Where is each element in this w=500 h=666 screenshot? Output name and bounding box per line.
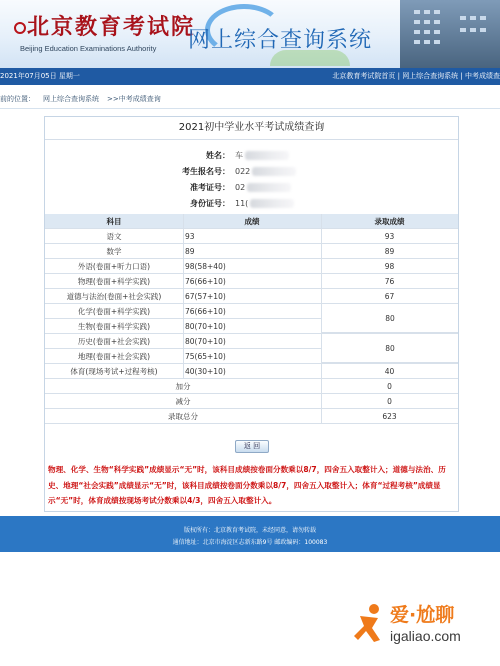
divider: [45, 139, 458, 140]
score-result-panel: [44, 116, 459, 512]
admit-score-cell: 89: [384, 247, 395, 256]
building-window: [414, 10, 420, 14]
grid-line: [183, 364, 184, 379]
info-value-text: 11(: [235, 199, 249, 208]
breadcrumb-item-score-query: >>中考成绩查询: [107, 95, 161, 103]
info-label: 准考证号：: [190, 183, 230, 192]
grid-line: [321, 379, 322, 394]
breadcrumb-item-query-system[interactable]: 网上综合查询系统: [43, 95, 99, 103]
info-row-id-number: [45, 196, 458, 212]
info-label: 姓名：: [206, 151, 230, 160]
redaction-blur: [250, 199, 294, 208]
summary-label: 录取总分: [168, 412, 198, 421]
org-name-en: Beijing Education Examinations Authority: [20, 44, 157, 53]
scoring-notice: 物理、化学、生物“科学实践”成绩显示“无”时，该科目成绩按卷面分数乘以8/7，四舍五入取整计入；道德与法治、历史、地理“社会实践”成绩显示“无”时，该科目成绩按卷面分数乘以8/7，四舍五入取整计入；体育“过程考核”成绩显示“无”时，体育成绩按现场考试分数乘以4/3，四舍五入取整计入。: [48, 465, 446, 505]
subject-cell: 道德与法治(卷面+社会实践): [66, 292, 162, 301]
watermark-url: igaliao.com: [390, 628, 461, 644]
footer-address: 通信地址：北京市海淀区志新东路9号 邮政编码：100083: [172, 539, 328, 546]
grid-line: [321, 229, 322, 244]
grid-line: [321, 394, 322, 409]
summary-row: [45, 379, 458, 394]
runner-body: [354, 616, 380, 642]
subject-cell: 语文: [106, 232, 122, 241]
site-footer: [0, 516, 500, 552]
building-window: [434, 30, 440, 34]
score-cell: 80(70+10): [185, 337, 226, 346]
score-cell: 98(58+40): [185, 262, 226, 271]
building-window: [414, 30, 420, 34]
nav-link-query-system[interactable]: 网上综合查询系统: [402, 72, 459, 80]
building-window: [414, 20, 420, 24]
column-header-score: 成绩: [244, 217, 260, 226]
grid-line: [321, 214, 322, 229]
table-row: [45, 274, 458, 289]
info-value: [235, 196, 294, 212]
grid-line: [321, 244, 322, 259]
subject-cell: 外语(卷面+听力口语): [77, 262, 151, 271]
building-window: [434, 10, 440, 14]
building-window: [460, 16, 466, 20]
summary-value: 0: [387, 382, 392, 391]
redaction-blur: [252, 167, 296, 176]
building-window: [460, 28, 466, 32]
nav-separator: |: [395, 72, 403, 80]
grid-line: [183, 289, 184, 304]
admit-score-cell: 40: [384, 367, 395, 376]
building-window: [470, 16, 476, 20]
grid-line: [183, 304, 184, 319]
table-row: [45, 259, 458, 274]
admit-score-cell: 93: [384, 232, 395, 241]
column-header-subject: 科目: [106, 217, 122, 226]
table-row: [45, 364, 458, 379]
subject-cell: 数学: [106, 247, 122, 256]
summary-label: 减分: [175, 397, 191, 406]
table-row: [45, 229, 458, 244]
score-cell: 93: [185, 232, 195, 241]
grid-line: [183, 244, 184, 259]
info-value: [235, 148, 289, 164]
subject-cell: 地理(卷面+社会实践): [77, 352, 151, 361]
info-value-text: 022: [235, 167, 251, 176]
building-window: [424, 20, 430, 24]
watermark-brand: 爱·尬聊: [390, 604, 455, 626]
grid-line: [321, 409, 322, 424]
building-window: [434, 20, 440, 24]
panel-title: 2021初中学业水平考试成绩查询: [178, 122, 325, 133]
org-name: 北京教育考试院: [27, 14, 196, 40]
building-window: [424, 30, 430, 34]
building-window: [480, 16, 486, 20]
admit-score-cell: 98: [384, 262, 395, 271]
grid-line: [183, 229, 184, 244]
site-title: 网上综合查询系统: [188, 28, 373, 53]
grid-line: [183, 274, 184, 289]
admit-score-cell: 76: [384, 277, 395, 286]
summary-value: 0: [387, 397, 392, 406]
return-button[interactable]: 返 回: [235, 440, 269, 453]
total-score-value: 623: [382, 412, 397, 421]
top-nav-bar: [0, 68, 500, 85]
subject-cell: 体育(现场考试+过程考核): [70, 367, 158, 376]
grid-line: [321, 259, 322, 274]
building-window: [434, 40, 440, 44]
merged-admit-score-cell: 80: [321, 304, 458, 333]
redaction-blur: [247, 183, 291, 192]
info-label: 身份证号：: [190, 199, 230, 208]
summary-row: [45, 409, 458, 424]
grid-line: [321, 289, 322, 304]
grid-line: [183, 259, 184, 274]
info-row-registration-number: [45, 164, 458, 180]
info-value-text: 车: [235, 151, 243, 160]
table-header-row: [45, 214, 458, 229]
footer-copyright: 版权所有：北京教育考试院，未经同意，请勿转载: [183, 527, 316, 534]
grid-line: [321, 274, 322, 289]
grid-line: [183, 319, 184, 334]
score-cell: 76(66+10): [185, 307, 226, 316]
info-value: [235, 164, 296, 180]
breadcrumb: [0, 94, 500, 104]
subject-cell: 物理(卷面+科学实践): [77, 277, 151, 286]
score-cell: 75(65+10): [185, 352, 226, 361]
info-value-text: 02: [235, 183, 246, 192]
summary-label: 加分: [175, 382, 191, 391]
info-value: [235, 180, 291, 196]
runner-logo-icon: [352, 602, 386, 644]
score-cell: 80(70+10): [185, 322, 226, 331]
grid-line: [183, 334, 184, 349]
grid-line: [183, 214, 184, 229]
summary-row: [45, 394, 458, 409]
score-cell: 67(57+10): [185, 292, 226, 301]
authority-seal-icon: [14, 22, 26, 34]
breadcrumb-prefix: 前的位置：: [0, 95, 35, 103]
admit-score-cell: 67: [384, 292, 395, 301]
current-date: 2021年07月05日 星期一: [0, 72, 80, 80]
watermark: [350, 598, 500, 658]
merged-admit-score-cell: 80: [321, 334, 458, 363]
building-window: [414, 40, 420, 44]
building-banner-image: [400, 0, 500, 68]
nav-links: [332, 71, 500, 81]
divider: [0, 108, 500, 109]
column-header-admit-score: 录取成绩: [374, 217, 405, 226]
redaction-blur: [245, 151, 289, 160]
subject-cell: 生物(卷面+科学实践): [77, 322, 151, 331]
runner-head: [369, 604, 379, 614]
score-cell: 40(30+10): [185, 367, 226, 376]
building-window: [480, 28, 486, 32]
info-row-admission-ticket: [45, 180, 458, 196]
info-row-name: [45, 148, 458, 164]
score-cell: 76(66+10): [185, 277, 226, 286]
grid-line: [321, 364, 322, 379]
building-window: [424, 10, 430, 14]
score-cell: 89: [185, 247, 195, 256]
subject-cell: 化学(卷面+科学实践): [77, 307, 151, 316]
table-row: [45, 244, 458, 259]
nav-link-score-query[interactable]: 中考成绩查: [465, 72, 500, 80]
info-label: 考生报名号：: [182, 167, 230, 176]
nav-link-home[interactable]: 北京教育考试院首页: [332, 72, 396, 80]
building-window: [424, 40, 430, 44]
site-header: [0, 0, 500, 68]
building-window: [470, 28, 476, 32]
table-row: [45, 289, 458, 304]
grid-line: [183, 349, 184, 364]
nav-separator: |: [458, 72, 465, 80]
subject-cell: 历史(卷面+社会实践): [77, 337, 151, 346]
